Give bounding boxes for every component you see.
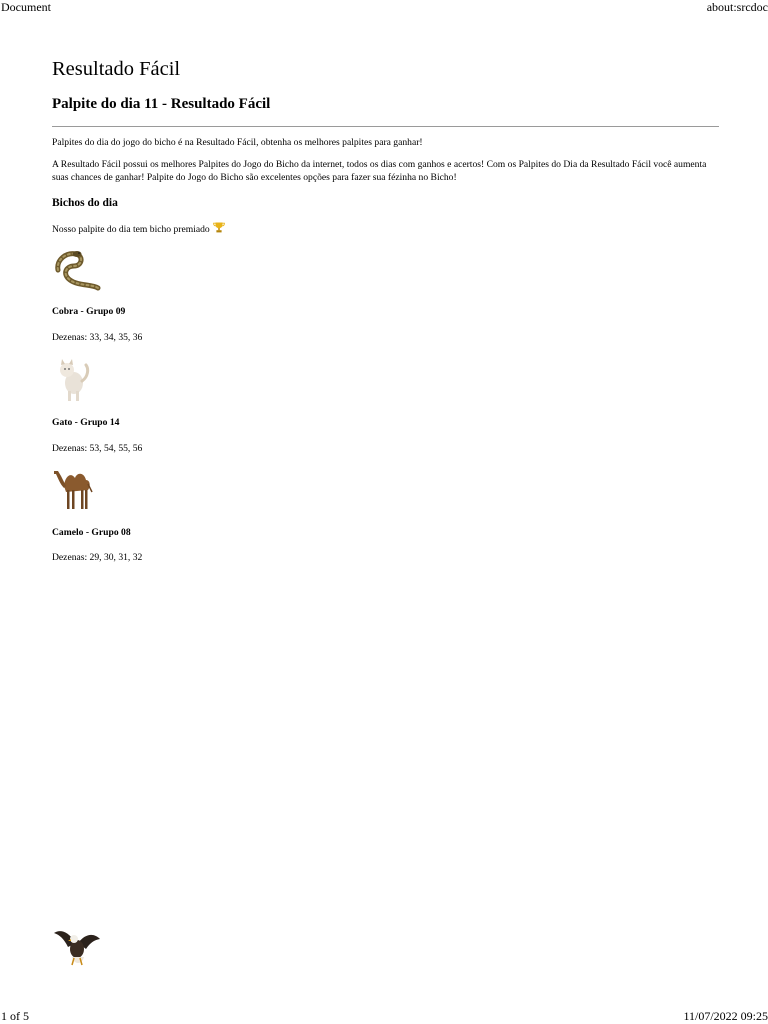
animal-dezenas: Dezenas: 33, 34, 35, 36 [52, 332, 143, 343]
print-footer [0, 1009, 768, 1024]
site-title: Resultado Fácil [52, 58, 181, 80]
animal-name: Gato - Grupo 14 [52, 417, 120, 428]
section-heading: Bichos do dia [52, 197, 118, 209]
eagle-icon [52, 925, 102, 972]
document-url: about:srcdoc [706, 0, 768, 14]
post-title: Palpite do dia 11 - Resultado Fácil [52, 96, 271, 112]
snake-icon [52, 244, 102, 297]
trophy-icon [213, 222, 225, 238]
section-intro-text: Nosso palpite do dia tem bicho premiado [52, 224, 210, 235]
title-divider [52, 126, 719, 127]
print-datetime: 11/07/2022 09:25 [683, 1009, 768, 1023]
animal-name: Camelo - Grupo 08 [52, 527, 131, 538]
intro-paragraph: Palpites do dia do jogo do bicho é na Resultado Fácil, obtenha os melhores palpites para ganhar! [52, 137, 423, 148]
animal-dezenas: Dezenas: 29, 30, 31, 32 [52, 552, 143, 563]
print-header [0, 0, 768, 16]
animal-dezenas: Dezenas: 53, 54, 55, 56 [52, 443, 143, 454]
page-counter: 1 of 5 [1, 1009, 29, 1023]
animal-name: Cobra - Grupo 09 [52, 306, 126, 317]
camel-icon [52, 462, 100, 517]
cat-icon [52, 357, 92, 408]
section-intro [52, 222, 720, 238]
description-paragraph: A Resultado Fácil possui os melhores Palpites do Jogo do Bicho da internet, todos os dias com ganhos e acertos! Com os Palpites do Dia da Resultado Fácil você aumenta suas chances de ganhar! Palpite do Jogo do Bicho são excelentes opções para fazer sua fézinha no Bicho! [52, 159, 707, 183]
document-title: Document [1, 0, 51, 14]
